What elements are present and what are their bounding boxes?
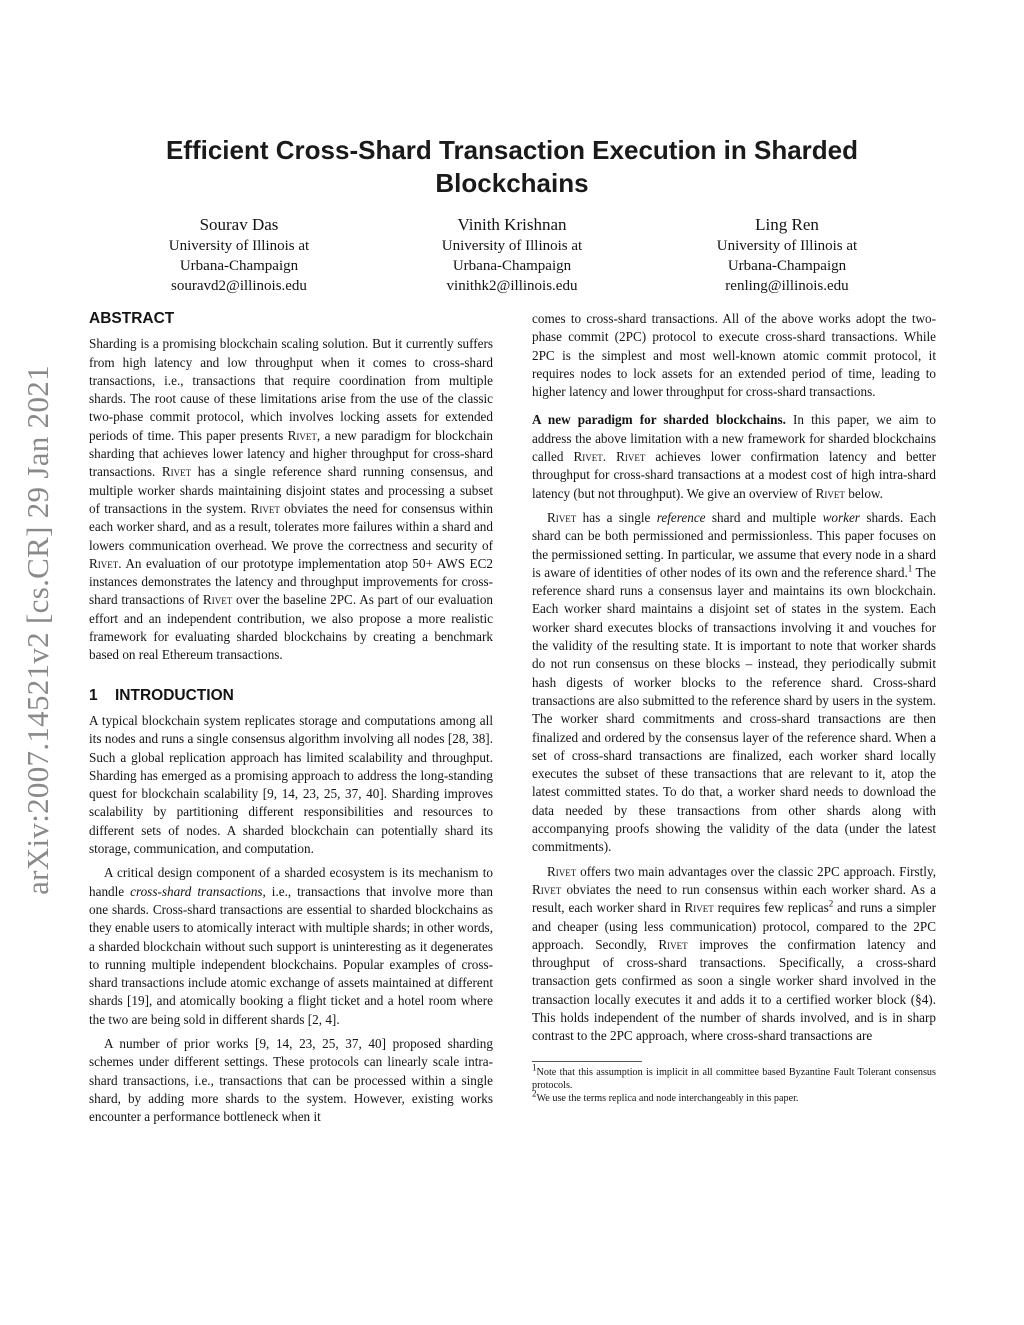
emphasis: cross-shard transactions — [130, 883, 263, 899]
system-name: Rivet — [573, 449, 603, 465]
footnote-ref: 2 — [828, 898, 834, 909]
author-affiliation: Urbana-Champaign — [179, 258, 299, 274]
intro-paragraph-1: A typical blockchain system replicates storage and computations among all its nodes and runs a single consensus algorithm involving all nodes [28, 38]. Such a global replication approach has limited scalability and throughput. Sharding has emerged as a promising approach to address the long-standing quest for blockchain scalability [9, 14, 23, 25, 37, 40]. Sharding improves scalability by partitioning different responsibilities and resources to different sets of nodes. A sharded blockchain can potentially shard its storage, communication, and computation. — [89, 712, 493, 857]
advantages-paragraph: Rivet offers two main advantages over the classic 2PC approach. Firstly, Rivet obviates the need to run consensus within each worker shard. As a result, each worker shard in Rivet requires few replicas$^2$ and runs a simpler and cheaper (using less communication) protocol, compared to the 2PC approach. Secondly, Rivet improves the confirmation latency and throughput of cross-shard transactions. Specifically, a cross-shard transaction gets confirmed as soon a single worker shard involved in the transaction locally executes it and adds it to a certified worker block (§4). This holds independent of the number of shards involved, and is in sharp contrast to the 2PC approach, where cross-shard transactions are — [532, 863, 937, 1044]
system-name: Rivet — [815, 485, 845, 501]
system-name: Rivet — [684, 900, 714, 916]
footnote-mark: 1 — [532, 1062, 537, 1073]
footnote-mark: 2 — [532, 1088, 537, 1099]
system-name: Rivet — [161, 464, 192, 480]
emphasis: worker — [822, 509, 860, 525]
system-name: Rivet — [547, 863, 577, 879]
system-name: Rivet — [89, 555, 119, 571]
system-name: Rivet — [616, 449, 646, 465]
system-name: Rivet — [287, 427, 317, 443]
author-affiliation: Urbana-Champaign — [452, 258, 572, 274]
author-name: Ling Ren — [755, 215, 819, 234]
footnote-2: $^2$We use the terms replica and node interchangeably in this paper. — [532, 1088, 799, 1104]
intro-paragraph-3: A number of prior works [9, 14, 23, 25, 37, 40] proposed sharding schemes under different settings. These protocols can linearly scale intra-shard transactions, i.e., transactions that can be processed within a single shard, by adding more shards to the system. However, existing works encounter a performance bottleneck when it — [89, 1035, 493, 1125]
abstract-text: Sharding is a promising blockchain scaling solution. But it currently suffers from high latency and low throughput when it comes to cross-shard transactions, i.e., transactions that require coordination from multiple shards. The root cause of these limitations arise from the use of the classic two-phase commit protocol, which involves locking assets for extended periods of time. This paper presents Rivet, a new paradigm for blockchain sharding that achieves lower latency and higher throughput for cross-shard transactions. Rivet has a single reference shard running consensus, and multiple worker shards maintaining disjoint states and processing a subset of transactions in the system. Rivet obviates the need for consensus within each worker shard, and as a result, tolerates more failures within a shard and lowers communication overhead. We prove the correctness and security of Rivet. An evaluation of our prototype implementation atop 50+ AWS EC2 instances demonstrates the latency and throughput improvements for cross-shard transactions of Rivet over the baseline 2PC. As part of our evaluation effort and an independent contribution, we also propose a more realistic framework for evaluating sharded blockchains by creating a benchmark based on real Ethereum transactions. — [89, 336, 494, 663]
overview-paragraph: Rivet has a single reference shard and multiple worker shards. Each shard can be both permissioned and permissionless. This paper focuses on the permissioned setting. In particular, we assume that every node in a shard is aware of identities of other nodes of its own and the reference shard.$^1$ The reference shard runs a consensus layer and maintains its own blockchain. Each worker shard maintains a disjoint set of states in the system. Each worker shard executes blocks of transactions involving it and vouches for the validity of the resulting state. It is important to note that worker shards do not run consensus on these blocks – instead, they periodically submit hash digests of worker blocks to the reference shard. Cross-shard transactions are also submitted to the reference shard by users in the system. The worker shard commitments and cross-shard transactions are then finalized and ordered by the consensus layer of the reference shard. When a set of cross-shard transactions are finalized, each worker shard locally executes the subset of these transactions that are relevant to it, atop the latest committed states. To do that, a worker shard needs to download the data needed by these transactions from other shards along with accompanying proofs showing the validity of the data (under the latest commitments). — [532, 509, 937, 855]
arxiv-stamp — [18, 305, 58, 955]
system-name: Rivet — [547, 509, 577, 525]
author-email: renling@illinois.edu — [725, 278, 849, 294]
author-block — [100, 213, 924, 295]
section-number: 1 — [89, 686, 98, 704]
system-name: Rivet — [202, 592, 233, 608]
author-email: souravd2@illinois.edu — [171, 278, 307, 294]
author-affiliation: University of Illinois at — [168, 238, 310, 254]
introduction-heading: 1 INTRODUCTION — [89, 686, 234, 704]
paradigm-paragraph: A new paradigm for sharded blockchains. In this paper, we aim to address the above limitation with a new framework for sharded blockchains called Rivet. Rivet achieves lower confirmation latency and better throughput for cross-shard transactions at a modest cost of high intra-shard latency (but not throughput). We give an overview of Rivet below. — [532, 412, 937, 501]
author-1 — [114, 213, 364, 296]
author-affiliation: University of Illinois at — [716, 238, 858, 254]
right-column — [532, 310, 936, 1105]
system-name: Rivet — [250, 500, 280, 516]
left-column — [89, 310, 493, 1126]
abstract-heading: ABSTRACT — [89, 310, 175, 327]
author-affiliation: University of Illinois at — [441, 238, 583, 254]
author-name: Vinith Krishnan — [457, 215, 567, 234]
footnote-divider — [532, 1061, 642, 1062]
arxiv-stamp-text: arXiv:2007.14521v2 [cs.CR] 29 Jan 2021 — [20, 365, 55, 895]
paper-title: Efficient Cross-Shard Transaction Execution in Sharded Blockchains — [165, 135, 859, 198]
author-email: vinithk2@illinois.edu — [446, 278, 578, 294]
footnote-ref: 1 — [907, 563, 913, 574]
author-2 — [387, 213, 637, 296]
author-affiliation: Urbana-Champaign — [727, 258, 847, 274]
system-name: Rivet — [532, 881, 562, 897]
author-name: Sourav Das — [199, 215, 279, 234]
paragraph-run-in-heading: A new paradigm for sharded blockchains. — [532, 412, 786, 428]
emphasis: reference — [656, 509, 706, 525]
author-3 — [662, 213, 912, 296]
footnote-1: $^1$Note that this assumption is implicit in all committee based Byzantine Fault Tolerant consensus protocols. — [532, 1062, 936, 1091]
system-name: Rivet — [658, 936, 688, 952]
intro-paragraph-continued: comes to cross-shard transactions. All of the above works adopt the two-phase commit (2PC) protocol to execute cross-shard transactions. While 2PC is the simplest and most well-known atomic commit protocol, it requires nodes to lock assets for an extended period of time, leading to higher latency and lower throughput for cross-shard transactions. — [532, 311, 936, 400]
intro-paragraph-2: A critical design component of a sharded ecosystem is its mechanism to handle cross-shard transactions, i.e., transactions that involve more than one shards. Cross-shard transactions are essential to sharded blockchains as they enable users to atomically interact with multiple shards; in other words, a sharded blockchain without such support is uninteresting as it degenerates to running multiple independent blockchains. Popular examples of cross-shard transactions include atomic exchange of assets maintained at different shards [19], and atomically booking a flight ticket and a hotel room where the two are being sold in different shards [2, 4]. — [89, 865, 493, 1027]
